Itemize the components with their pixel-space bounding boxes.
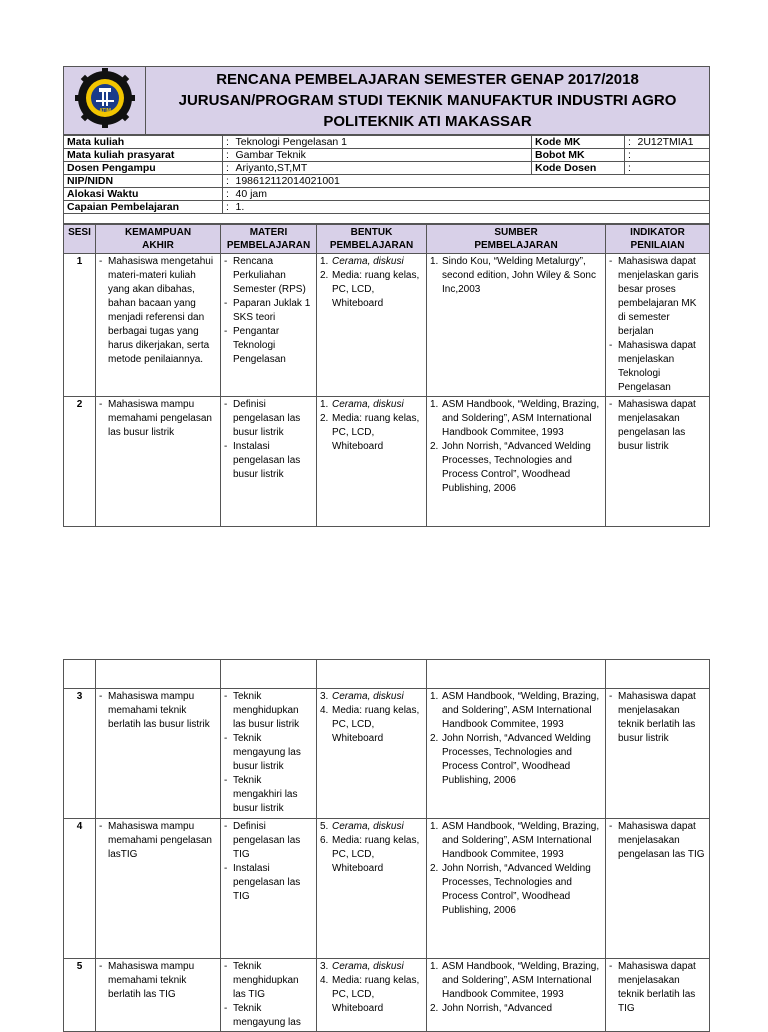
nip-value: 198612112014021001 — [233, 175, 710, 188]
numbered-item: 2. John Norrish, “Advanced Welding Processes, Technologies and Process Control”, Woodhead Publishing, 2006 — [430, 733, 591, 786]
bullet-item: - Mahasiswa dapat menjelaskan garis besar proses pembelajaran MK di semester berjalan — [609, 255, 706, 339]
bullet-item: - Mahasiswa dapat menjelasakan pengelasan las busur listrik — [609, 398, 706, 454]
session-row — [64, 254, 710, 397]
col-sesi: SESI — [64, 225, 96, 254]
bullet-item: - Definisi pengelasan las TIG — [224, 820, 313, 862]
session-table-2 — [63, 659, 710, 1032]
bobot-mk-label: Bobot MK — [532, 149, 625, 162]
bullet-item: - Paparan Juklak 1 SKS teori — [224, 297, 313, 325]
bullet-item: - Mahasiswa dapat menjelasakan teknik berlatih las busur listrik — [609, 690, 706, 746]
dosen-value: Ariyanto,ST,MT — [233, 162, 532, 175]
bullet-item: - Definisi pengelasan las busur listrik — [224, 398, 313, 440]
bentuk-cell — [317, 397, 427, 527]
numbered-item: 1. Cerama, diskusi — [320, 256, 404, 267]
numbered-item: 2. John Norrish, “Advanced Welding Processes, Technologies and Process Control”, Woodhead Publishing, 2006 — [430, 441, 591, 494]
sumber-cell — [427, 254, 606, 397]
col-bentuk: BENTUK PEMBELAJARAN — [317, 225, 427, 254]
nip-label: NIP/NIDN — [64, 175, 223, 188]
indikator-cell — [606, 959, 710, 1032]
bullet-item: - Teknik menghidupkan las TIG — [224, 960, 313, 1002]
numbered-item: 1. ASM Handbook, “Welding, Brazing, and Soldering”, ASM International Handbook Commitee, 1993 — [430, 961, 600, 1000]
bentuk-cell — [317, 689, 427, 819]
session-row — [64, 397, 710, 527]
bullet-item: - Teknik mengakhiri las busur listrik — [224, 774, 313, 816]
bullet-item: - Mahasiswa dapat menjelasakan teknik berlatih las TIG — [609, 960, 706, 1016]
rps-page-1 — [63, 66, 710, 527]
sesi-number: 2 — [64, 397, 96, 527]
title-line-1: RENCANA PEMBELAJARAN SEMESTER GENAP 2017/2018 — [216, 71, 639, 88]
mata-kuliah-label: Mata kuliah — [64, 136, 223, 149]
session-row — [64, 819, 710, 959]
materi-cell — [221, 689, 317, 819]
numbered-item: 2. John Norrish, “Advanced Welding Processes, Technologies and Process Control”, Woodhead Publishing, 2006 — [430, 863, 591, 916]
numbered-item: 4. Media: ruang kelas, PC, LCD, Whiteboard — [320, 975, 420, 1014]
bobot-mk-value — [635, 149, 710, 162]
bullet-item: - Mahasiswa dapat menjelasakan pengelasan las TIG — [609, 820, 706, 862]
sumber-cell — [427, 959, 606, 1032]
blank-header-row — [64, 660, 710, 689]
numbered-item: 1. Sindo Kou, “Welding Metalurgy”, second edition, John Wiley & Sonc Inc,2003 — [430, 256, 596, 295]
bullet-item: - Pengantar Teknologi Pengelasan — [224, 325, 313, 367]
kode-mk-label: Kode MK — [532, 136, 625, 149]
capaian-label: Capaian Pembelajaran — [64, 201, 223, 214]
svg-text:ATIM: ATIM — [98, 108, 111, 114]
bullet-item: - Mahasiswa mengetahui materi-materi kuliah yang akan dibahas, bahan bacaan yang menjadi referensi dan berbagai tugas yang harus dikerjakan, serta metode penilaiannya. — [99, 255, 217, 367]
materi-cell — [221, 397, 317, 527]
prasyarat-value: Gambar Teknik — [233, 149, 532, 162]
col-sumber: SUMBER PEMBELAJARAN — [427, 225, 606, 254]
col-kemampuan: KEMAMPUAN AKHIR — [96, 225, 221, 254]
title-line-2: JURUSAN/PROGRAM STUDI TEKNIK MANUFAKTUR INDUSTRI AGRO — [178, 92, 677, 109]
session-row — [64, 689, 710, 819]
bullet-item: - Mahasiswa mampu memahami teknik berlatih las busur listrik — [99, 690, 217, 732]
bullet-item: - Mahasiswa dapat menjelaskan Teknologi Pengelasan — [609, 339, 706, 395]
column-header-row — [64, 225, 710, 254]
kemampuan-cell — [96, 959, 221, 1032]
bullet-item: - Mahasiswa mampu memahami teknik berlatih las TIG — [99, 960, 217, 1002]
numbered-item: 1. ASM Handbook, “Welding, Brazing, and Soldering”, ASM International Handbook Commitee, 1993 — [430, 821, 600, 860]
numbered-item: 4. Media: ruang kelas, PC, LCD, Whiteboard — [320, 705, 420, 744]
bentuk-cell — [317, 959, 427, 1032]
bullet-item: - Mahasiswa mampu memahami pengelasan las busur listrik — [99, 398, 217, 440]
sesi-number: 3 — [64, 689, 96, 819]
numbered-item: 1. Cerama, diskusi — [320, 399, 404, 410]
numbered-item: 5. Cerama, diskusi — [320, 821, 404, 832]
sesi-number: 1 — [64, 254, 96, 397]
numbered-item: 3. Cerama, diskusi — [320, 961, 404, 972]
col-indikator: INDIKATOR PENILAIAN — [606, 225, 710, 254]
logo-cell — [64, 67, 146, 135]
session-table-1 — [63, 224, 710, 527]
kode-dosen-label: Kode Dosen — [532, 162, 625, 175]
sumber-cell — [427, 689, 606, 819]
header-table — [63, 66, 710, 135]
dosen-label: Dosen Pengampu — [64, 162, 223, 175]
numbered-item: 6. Media: ruang kelas, PC, LCD, Whiteboard — [320, 835, 420, 874]
kemampuan-cell — [96, 397, 221, 527]
kemampuan-cell — [96, 819, 221, 959]
numbered-item: 2. Media: ruang kelas, PC, LCD, Whiteboard — [320, 270, 420, 309]
materi-cell — [221, 254, 317, 397]
spacer-row — [64, 214, 710, 224]
alokasi-value: 40 jam — [233, 188, 710, 201]
numbered-item: 2. John Norrish, “Advanced — [430, 1003, 553, 1014]
bentuk-cell — [317, 254, 427, 397]
capaian-value: 1. — [233, 201, 710, 214]
bullet-item: - Instalasi pengelasan las TIG — [224, 862, 313, 904]
kode-mk-value: 2U12TMIA1 — [635, 136, 710, 149]
materi-cell — [221, 959, 317, 1032]
kemampuan-cell — [96, 254, 221, 397]
bentuk-cell — [317, 819, 427, 959]
mata-kuliah-value: Teknologi Pengelasan 1 — [233, 136, 532, 149]
sesi-number: 4 — [64, 819, 96, 959]
bullet-item: - Mahasiswa mampu memahami pengelasan lasTIG — [99, 820, 217, 862]
prasyarat-label: Mata kuliah prasyarat — [64, 149, 223, 162]
bullet-item: - Instalasi pengelasan las busur listrik — [224, 440, 313, 482]
indikator-cell — [606, 254, 710, 397]
bullet-item: - Teknik mengayung las busur listrik — [224, 732, 313, 774]
course-info-table: Mata kuliah : Teknologi Pengelasan 1 Kode MK : 2U12TMIA1 Mata kuliah prasyarat : Gambar Teknik Bobot MK : Dosen Pengampu : Ariyanto,ST,MT Kode Dosen : NIP/NIDN : 198612112014021001 Alokasi Waktu : 40 jam Capaian Pembelajaran : 1. — [63, 135, 710, 224]
indikator-cell — [606, 397, 710, 527]
bullet-item: - Teknik menghidupkan las busur listrik — [224, 690, 313, 732]
numbered-item: 1. ASM Handbook, “Welding, Brazing, and Soldering”, ASM International Handbook Commitee, 1993 — [430, 399, 600, 438]
politeknik-logo-icon — [69, 68, 141, 128]
sumber-cell — [427, 397, 606, 527]
numbered-item: 2. Media: ruang kelas, PC, LCD, Whiteboard — [320, 413, 420, 452]
sumber-cell — [427, 819, 606, 959]
document-title — [146, 67, 710, 135]
kemampuan-cell — [96, 689, 221, 819]
materi-cell — [221, 819, 317, 959]
numbered-item: 1. ASM Handbook, “Welding, Brazing, and Soldering”, ASM International Handbook Commitee, 1993 — [430, 691, 600, 730]
sesi-number: 5 — [64, 959, 96, 1032]
indikator-cell — [606, 819, 710, 959]
indikator-cell — [606, 689, 710, 819]
kode-dosen-value — [635, 162, 710, 175]
session-row — [64, 959, 710, 1032]
col-materi: MATERI PEMBELAJARAN — [221, 225, 317, 254]
bullet-item: - Teknik mengayung las — [224, 1002, 313, 1030]
title-line-3: POLITEKNIK ATI MAKASSAR — [323, 113, 532, 130]
numbered-item: 3. Cerama, diskusi — [320, 691, 404, 702]
bullet-item: - Rencana Perkuliahan Semester (RPS) — [224, 255, 313, 297]
alokasi-label: Alokasi Waktu — [64, 188, 223, 201]
rps-page-2 — [63, 659, 710, 1032]
